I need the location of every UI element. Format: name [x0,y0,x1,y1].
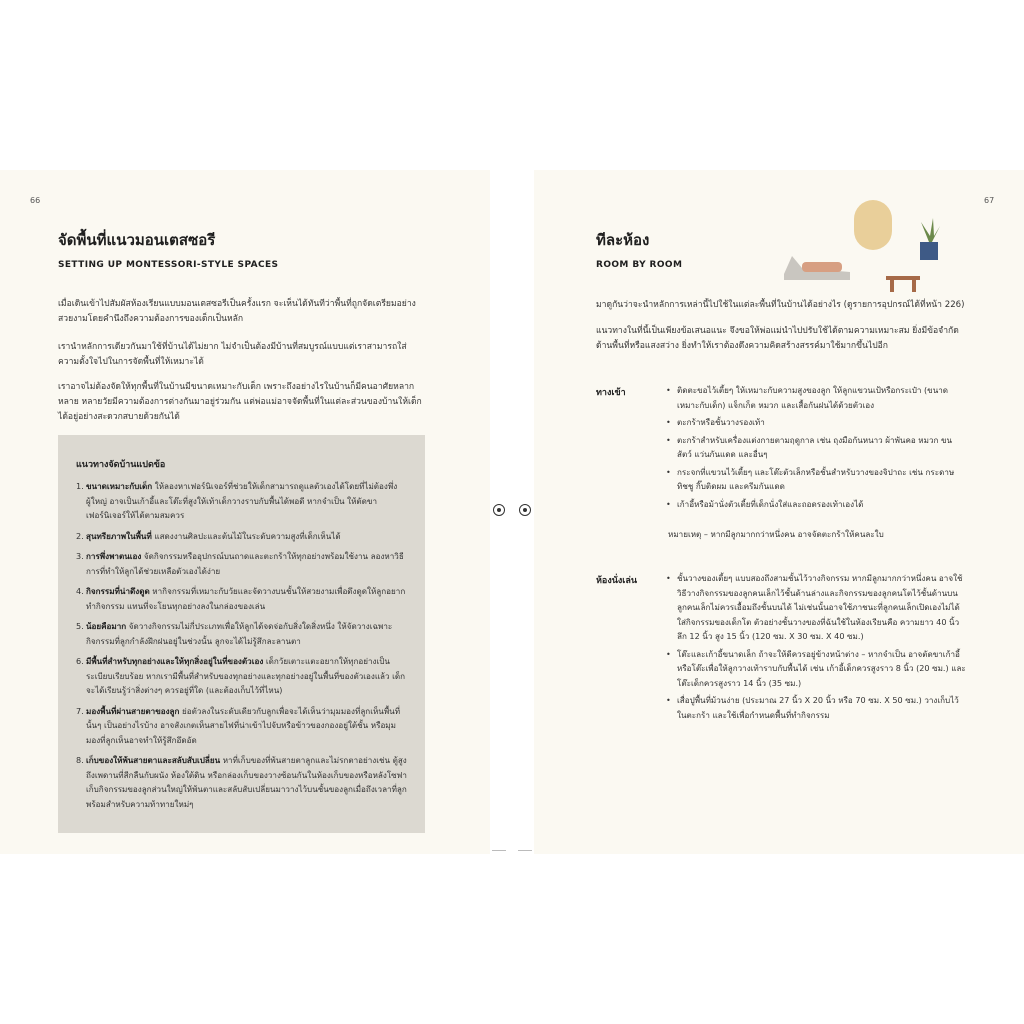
list-item: • ติดตะขอไว้เตี้ยๆ ให้เหมาะกับความสูงของลูก ให้ลูกแขวนเป้หรือกระเป๋า (ขนาดเหมาะกับเด็ก) แจ็กเก็ต หมวก และเสื้อกันฝนได้ด้วยตัวเอง [666,383,966,412]
right-page [534,170,1024,854]
section-label-entrance: ทางเข้า [596,388,626,398]
list-item: 5. น้อยคือมาก จัดวางกิจกรรมไม่กี่ประเภทเพื่อให้ลูกได้จดจ่อกับสิ่งใดสิ่งหนึ่ง ให้จัดวางเฉพาะกิจกรรมที่ลูกกำลังฝึกฝนอยู่ในช่วงนั้น ลูกจะได้ไม่รู้สึกละลานตา [76,621,393,646]
page-number: 67 [984,196,995,205]
section-label-living-room: ห้องนั่งเล่น [596,576,638,586]
page-title-thai: ทีละห้อง [596,231,650,249]
page-number: 66 [30,196,41,205]
intro-paragraph: แนวทางในที่นี้เป็นเพียงข้อเสนอแนะ จึงขอให้พ่อแม่นำไปปรับใช้ได้ตามความเหมาะสม ยิ่งมีข้อจำกัดด้านพื้นที่หรือแสงสว่าง ยิ่งทำให้เราต้องดึงความคิดสร้างสรรค์มาใช้มากขึ้นไปอีก [596,326,959,351]
list-item: 3. การพึ่งพาตนเอง จัดกิจกรรมหรืออุปกรณ์บนถาดและตะกร้าให้ทุกอย่างพร้อมใช้งาน ลองหาวิธีการที่ทำให้ลูกได้ช่วยเหลือตัวเองได้ง่าย [76,551,404,576]
intro-paragraph: เมื่อเดินเข้าไปสัมผัสห้องเรียนแบบมอนเตสซอรีเป็นครั้งแรก จะเห็นได้ทันทีว่าพื้นที่ถูกจัดเตรียมอย่างสวยงามโดยคำนึงถึงความต้องการของเด็กเป็นหลัก [58,299,416,324]
list-item: 2. สุนทรียภาพในพื้นที่ แสดงงานศิลปะและต้นไม้ในระดับความสูงที่เด็กเห็นได้ [76,530,341,541]
page-title-english: SETTING UP MONTESSORI-STYLE SPACES [58,260,279,270]
list-item: • ชั้นวางของเตี้ยๆ แบบสองถึงสามชั้นไว้วางกิจกรรม หากมีลูกมากกว่าหนึ่งคน อาจใช้วิธีวางกิจกรรมของลูกคนเล็กไว้ชั้นด้านล่างและกิจกรรมของลูกคนโตไว้ชั้นด้านบน ลูกคนเล็กไม่ควรเอื้อมถึงชั้นบนได้ ไม่เช่นนั้นอาจใช้ภาชนะที่ลูกคนเล็กเปิดเองไม่ได้ใส่กิจกรรมของเด็กโต ตัวอย่างชั้นวางของที่ฉันใช้ในห้องเรียนคือ ความยาว 40 นิ้ว ลึก 12 นิ้ว สูง 15 นิ้ว (120 ซม. X 30 ซม. X 40 ซม.) [666,571,966,644]
list-item: 4. กิจกรรมที่น่าดึงดูด หากิจกรรมที่เหมาะกับวัยและจัดวางบนชั้นให้สวยงามเพื่อดึงดูดให้ลูกอยากทำกิจกรรม แทนที่จะโยนทุกอย่างลงในกล่องของเล่น [76,586,406,611]
crop-mark [492,850,506,851]
left-page [0,170,490,854]
registration-mark-icon [519,504,531,516]
intro-paragraph: เรานำหลักการเดียวกันมาใช้ที่บ้านได้ไม่ยาก ไม่จำเป็นต้องมีบ้านที่สมบูรณ์แบบแต่เราสามารถใส่ความตั้งใจไปในการจัดพื้นที่ให้เหมาะได้ [58,342,407,367]
plant-leaves-icon [921,218,940,242]
list-item: • ตะกร้าหรือชั้นวางรองเท้า [666,415,966,430]
list-item: • เก้าอี้หรือม้านั่งตัวเตี้ยที่เด็กนั่งใส่และถอดรองเท้าเองได้ [666,497,966,512]
pillow-icon [802,262,842,272]
principles-title: แนวทางจัดบ้านแปดข้อ [76,460,166,470]
arched-mirror-icon [854,200,892,250]
list-item: • กระจกที่แขวนไว้เตี้ยๆ และโต๊ะตัวเล็กหรือชั้นสำหรับวางของจิปาถะ เช่น กระดาษทิชชู กิ๊บติดผม และครีมกันแดด [666,465,966,494]
list-item: 8. เก็บของให้พ้นสายตาและสลับสับเปลี่ยน หาที่เก็บของที่พ้นสายตาลูกและไม่รกตาอย่างเช่น ตู้สูงถึงเพดานที่สีกลืนกับผนัง ห้องใต้ดิน หรือกล่องเก็บของวางซ้อนกันในห้องเก็บของหรือหลังโซฟา เก็บกิจกรรมของลูกส่วนใหญ่ให้พ้นตาและสลับสับเปลี่ยนมาวางไว้บนชั้นของลูกเมื่อถึงเวลาที่ลูกพร้อมสำหรับความท้าทายใหม่ๆ [76,755,407,809]
principles-box [58,435,425,833]
page-title-english: ROOM BY ROOM [596,260,683,270]
entrance-note: หมายเหตุ – หากมีลูกมากกว่าหนึ่งคน อาจจัดตะกร้าให้คนละใบ [668,529,884,539]
list-item: • เสื่อปูพื้นที่ม้วนง่าย (ประมาณ 27 นิ้ว X 20 นิ้ว หรือ 70 ซม. X 50 ซม.) วางเก็บไว้ในตะกร้า และใช้เพื่อกำหนดพื้นที่ทำกิจกรรม [666,693,966,722]
list-item: • ตะกร้าสำหรับเครื่องแต่งกายตามฤดูกาล เช่น ถุงมือกันหนาว ผ้าพันคอ หมวก ขนสัตว์ แว่นกันแดด และอื่นๆ [666,433,966,462]
entrance-list [666,383,966,514]
principles-list [76,479,410,817]
room-illustration [780,192,980,292]
intro-paragraph: เราอาจไม่ต้องจัดให้ทุกพื้นที่ในบ้านมีขนาดเหมาะกับเด็ก เพราะถึงอย่างไรในบ้านก็มีคนอาศัยหลากหลาย หลายวัยมีความต้องการต่างกันมาอยู่ร่วมกัน แต่พ่อแม่อาจจัดพื้นที่ในแต่ละส่วนของบ้านให้เด็กได้อยู่อย่างสะดวกสบายด้วยกันได้ [58,382,422,422]
intro-paragraph: มาดูกันว่าจะนำหลักการเหล่านี้ไปใช้ในแต่ละพื้นที่ในบ้านได้อย่างไร (ดูรายการอุปกรณ์ได้ที่หน้า 226) [596,300,965,310]
crop-mark [518,850,532,851]
registration-mark-icon [493,504,505,516]
list-item: 1. ขนาดเหมาะกับเด็ก ให้ลองหาเฟอร์นิเจอร์ที่ช่วยให้เด็กสามารถดูแลตัวเองได้โดยที่ไม่ต้องพึ่งผู้ใหญ่ อาจเป็นเก้าอี้และโต๊ะที่สูงให้เท้าเด็กวางราบกับพื้นได้พอดี หากจำเป็น ให้ตัดขาเฟอร์นิเจอร์ให้ได้ตามสมควร [76,481,398,520]
page-title-thai: จัดพื้นที่แนวมอนเตสซอรี [58,231,216,249]
list-item: 7. มองพื้นที่ผ่านสายตาของลูก ย่อตัวลงในระดับเดียวกับลูกเพื่อจะได้เห็นว่ามุมมองที่ลูกเห็นพื้นที่นั้นๆ เป็นอย่างไรบ้าง อาจสังเกตเห็นสายไฟที่น่าเข้าไปจับหรือข้าวของกองอยู่ใต้ชั้น หรือมุมมองที่ลูกเห็นอาจทำให้รู้สึกอึดอัด [76,705,401,745]
stool-icon [886,276,920,280]
living-room-list [666,571,966,725]
list-item: • โต๊ะและเก้าอี้ขนาดเล็ก ถ้าจะให้ดีควรอยู่ข้างหน้าต่าง – หากจำเป็น อาจตัดขาเก้าอี้หรือโต๊ะเพื่อให้ลูกวางเท้าราบกับพื้นได้ เช่น เก้าอี้เด็กควรสูงราว 8 นิ้ว (20 ซม.) และโต๊ะเด็กควรสูงราว 14 นิ้ว (35 ซม.) [666,647,966,691]
plant-pot-icon [920,242,938,260]
list-item: 6. มีพื้นที่สำหรับทุกอย่างและให้ทุกสิ่งอยู่ในที่ของตัวเอง เด็กวัยเตาะแตะอยากให้ทุกอย่างเป็นระเบียบเรียบร้อย หากเรามีพื้นที่สำหรับของทุกอย่างและทุกอย่างอยู่ในพื้นที่ของตัวเองแล้ว เด็กจะได้เรียนรู้ว่าสิ่งต่างๆ ควรอยู่ที่ใด (และต้องเก็บไว้ที่ไหน) [76,656,406,695]
